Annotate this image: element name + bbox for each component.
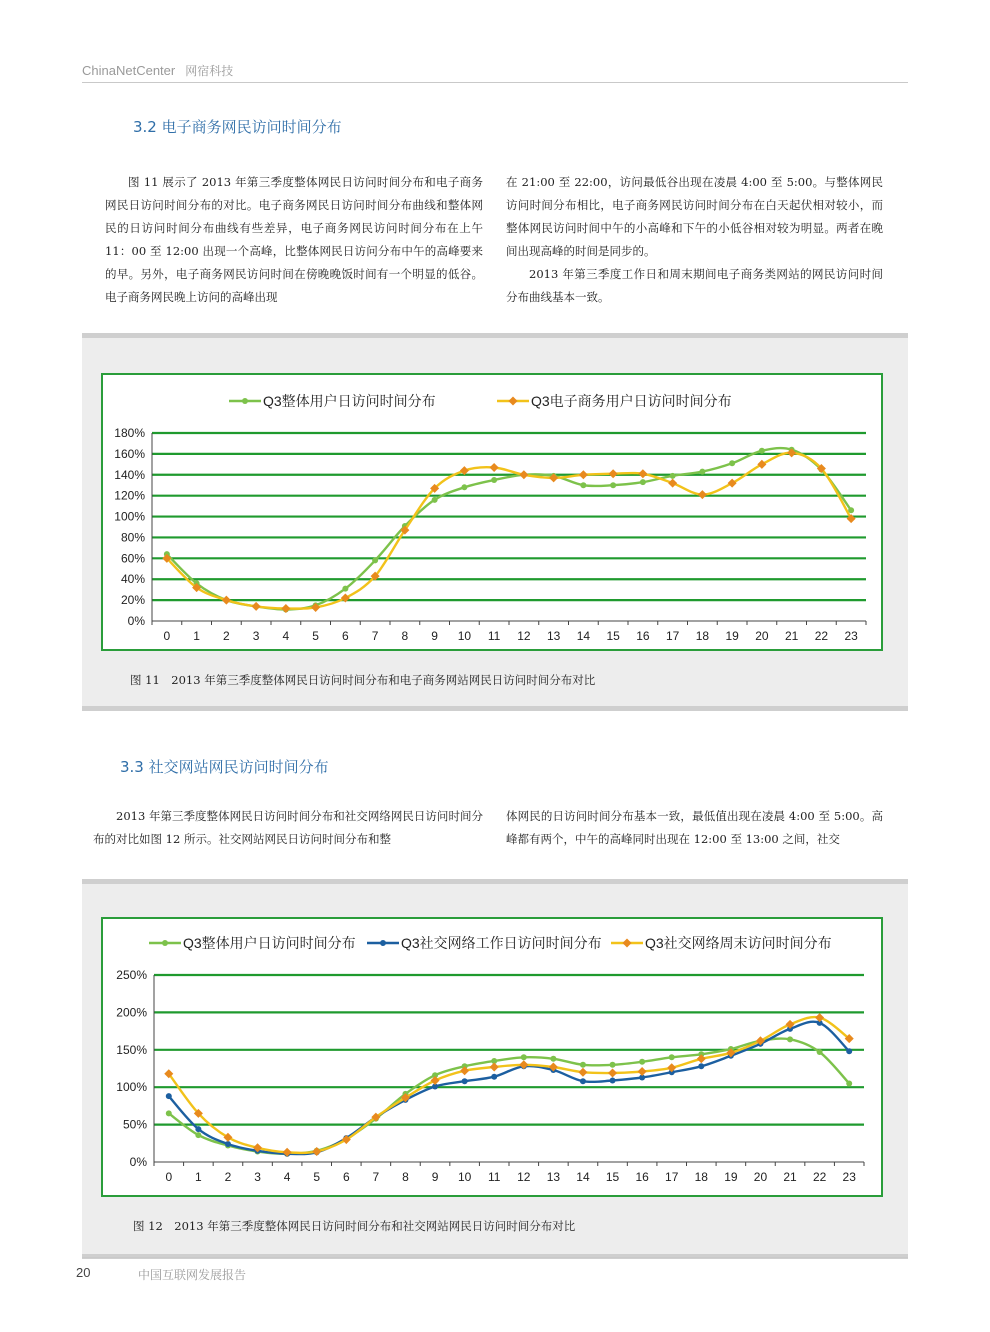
section1-left-column [105,171,483,309]
x-tick-label: 8 [401,629,409,643]
x-tick-label: 5 [312,629,319,643]
data-point [312,1147,321,1156]
x-tick-label: 18 [694,1170,708,1184]
x-tick-label: 21 [783,1170,797,1184]
x-tick-label: 3 [252,629,260,643]
x-tick-label: 13 [546,629,561,643]
data-point [729,460,735,466]
data-point [281,604,290,613]
y-tick-label: 120% [114,488,145,503]
data-point [668,479,677,488]
x-tick-label: 17 [665,1170,679,1184]
legend-marker [162,940,168,946]
x-tick-label: 22 [814,629,829,643]
y-tick-label: 100% [116,1080,147,1095]
figure12-chart-frame [101,917,883,1197]
y-tick-label: 160% [114,446,145,461]
x-tick-label: 9 [431,629,438,643]
legend-label: Q3电子商务用户日访问时间分布 [531,393,732,409]
x-tick-label: 11 [487,1170,501,1184]
section-title-ecommerce: 3.2 电子商务网民访问时间分布 [133,118,342,136]
y-tick-label: 100% [114,509,145,524]
data-point [461,484,467,490]
brand-cn: 网宿科技 [185,64,234,78]
figure11-caption: 图 11 2013 年第三季度整体网民日访问时间分布和电子商务网站网民日访问时间分布对比 [130,673,596,687]
data-point [195,1126,201,1132]
page-header [82,62,233,79]
legend-marker [380,940,386,946]
data-point [787,1036,793,1042]
x-tick-label: 19 [725,629,739,643]
x-tick-label: 4 [283,1170,291,1184]
data-point [252,602,261,611]
y-tick-label: 180% [114,426,145,440]
section1-right-paragraph-1: 在 21:00 至 22:00，访问最低谷出现在凌晨 4:00 至 5:00。与整体网民访问时间分布相比，电子商务网民访问时间分布在白天起伏相对较小，而整体网民访问时间中午的小高峰和下午的小低谷相对较为明显。两者在晚间出现高峰的时间是同步的。 [506,175,883,258]
x-tick-label: 8 [402,1170,409,1184]
section1-right-column [506,171,883,309]
x-tick-label: 1 [193,629,200,643]
data-point [490,1062,499,1071]
section2-left-paragraph: 2013 年第三季度整体网民日访问时间分布和社交网络网民日访问时间分布的对比如图 12 所示。社交网站网民日访问时间分布和整 [93,809,483,846]
data-point [491,1074,497,1080]
data-point [579,470,588,479]
y-tick-label: 200% [116,1005,147,1020]
data-point [610,1062,616,1068]
series-line [169,1017,849,1153]
figure12-caption: 图 12 2013 年第三季度整体网民日访问时间分布和社交网站网民日访问时间分布对比 [133,1219,576,1233]
legend-marker [508,396,517,405]
section2-right-column [506,805,883,851]
data-point [698,490,707,499]
x-tick-label: 20 [753,1170,768,1184]
x-tick-label: 6 [342,1170,350,1184]
data-point [638,1067,647,1076]
x-tick-label: 1 [195,1170,202,1184]
x-tick-label: 12 [517,629,531,643]
x-tick-label: 11 [487,629,501,643]
y-tick-label: 0% [127,614,145,628]
x-tick-label: 22 [812,1170,827,1184]
y-tick-label: 20% [120,593,145,608]
figure11-chart [103,375,881,649]
y-tick-label: 60% [120,551,145,566]
data-point [222,596,231,605]
x-tick-label: 2 [224,1170,232,1184]
data-point [342,586,348,592]
section1-right-paragraph-2: 2013 年第三季度工作日和周末期间电子商务类网站的网民访问时间分布曲线基本一致。 [506,267,883,304]
x-tick-label: 5 [313,1170,321,1184]
legend-label: Q3社交网络工作日访问时间分布 [401,935,602,951]
footer-title: 中国互联网发展报告 [138,1268,247,1282]
data-point [669,1054,675,1060]
x-tick-label: 16 [636,629,650,643]
data-point [846,1080,852,1086]
legend-label: Q3整体用户日访问时间分布 [263,393,436,409]
x-tick-label: 20 [755,629,769,643]
header-divider [82,82,908,83]
data-point [491,477,497,483]
data-point [580,1078,586,1084]
x-tick-label: 2 [223,629,230,643]
data-point [432,497,438,503]
data-point [283,1148,292,1157]
x-tick-label: 17 [665,629,680,643]
y-tick-label: 150% [116,1042,147,1057]
data-point [699,469,705,475]
x-tick-label: 0 [163,629,171,643]
data-point [698,1063,704,1069]
legend-label: Q3整体用户日访问时间分布 [183,935,356,951]
series-line [169,1039,849,1154]
figure11-panel [82,333,908,711]
data-point [609,469,618,478]
data-point [225,1141,231,1147]
x-tick-label: 9 [431,1170,439,1184]
x-tick-label: 12 [517,1170,531,1184]
data-point [550,1056,556,1062]
data-point [610,482,616,488]
section2-left-column [93,805,483,851]
x-tick-label: 7 [372,1170,380,1184]
data-point [640,479,646,485]
y-tick-label: 80% [120,530,145,545]
x-tick-label: 23 [844,629,858,643]
x-tick-label: 6 [342,629,349,643]
data-point [759,448,765,454]
x-tick-label: 7 [371,629,379,643]
data-point [638,469,647,478]
figure12-panel [82,879,908,1259]
data-point [610,1077,616,1083]
page-number: 20 [76,1265,91,1280]
x-tick-label: 4 [282,629,290,643]
data-point [519,470,528,479]
data-point [846,1048,852,1054]
x-tick-label: 3 [254,1170,261,1184]
x-tick-label: 15 [606,629,620,643]
x-tick-label: 18 [695,629,710,643]
data-point [166,1110,172,1116]
data-point [521,1054,527,1060]
section-title-social: 3.3 社交网站网民访问时间分布 [120,758,329,776]
x-tick-label: 14 [576,1170,590,1184]
section2-right-paragraph: 体网民的日访问时间分布基本一致，最低值出现在凌晨 4:00 至 5:00。高峰都有两个，中午的高峰同时出现在 12:00 至 13:00 之间，社交 [506,809,883,846]
x-tick-label: 19 [724,1170,738,1184]
x-tick-label: 15 [605,1170,620,1184]
section1-left-paragraph: 图 11 展示了 2013 年第三季度整体网民日访问时间分布和电子商务网民日访问时间分布的对比。电子商务网民日访问时间分布曲线和整体网民的日访问时间分布曲线有些差异，电子商务网民访问时间分布在上午 11：00 至 12:00 出现一个高峰，比整体网民日访问分布中午的高峰要来的早。另外，电子商务网民访问时间在傍晚晚饭时间有一个明显的低谷。电子商务网民晚上访问的高峰出现 [105,175,483,304]
data-point [608,1068,617,1077]
data-point [817,1049,823,1055]
y-tick-label: 250% [116,968,147,982]
x-tick-label: 21 [784,629,799,643]
data-point [757,460,766,469]
footer-divider [82,1257,908,1258]
x-tick-label: 0 [165,1170,173,1184]
y-tick-label: 50% [122,1117,147,1132]
data-point [462,1078,468,1084]
x-tick-label: 10 [457,629,472,643]
legend-marker [242,398,248,404]
y-tick-label: 0% [129,1155,147,1169]
data-point [670,473,676,479]
figure12-chart [103,919,881,1195]
x-tick-label: 23 [842,1170,856,1184]
y-tick-label: 40% [120,572,145,587]
data-point [490,463,499,472]
data-point [372,557,378,563]
x-tick-label: 16 [635,1170,649,1184]
legend-marker [622,938,631,947]
x-tick-label: 10 [457,1170,472,1184]
x-tick-label: 14 [576,629,591,643]
data-point [195,1132,201,1138]
data-point [580,1062,586,1068]
y-tick-label: 140% [114,467,145,482]
data-point [639,1059,645,1065]
data-point [166,1093,172,1099]
x-tick-label: 13 [546,1170,561,1184]
legend-label: Q3社交网络周末访问时间分布 [645,935,832,951]
data-point [578,1068,587,1077]
brand-en: ChinaNetCenter [82,63,176,78]
data-point [580,482,586,488]
figure11-chart-frame [101,373,883,651]
